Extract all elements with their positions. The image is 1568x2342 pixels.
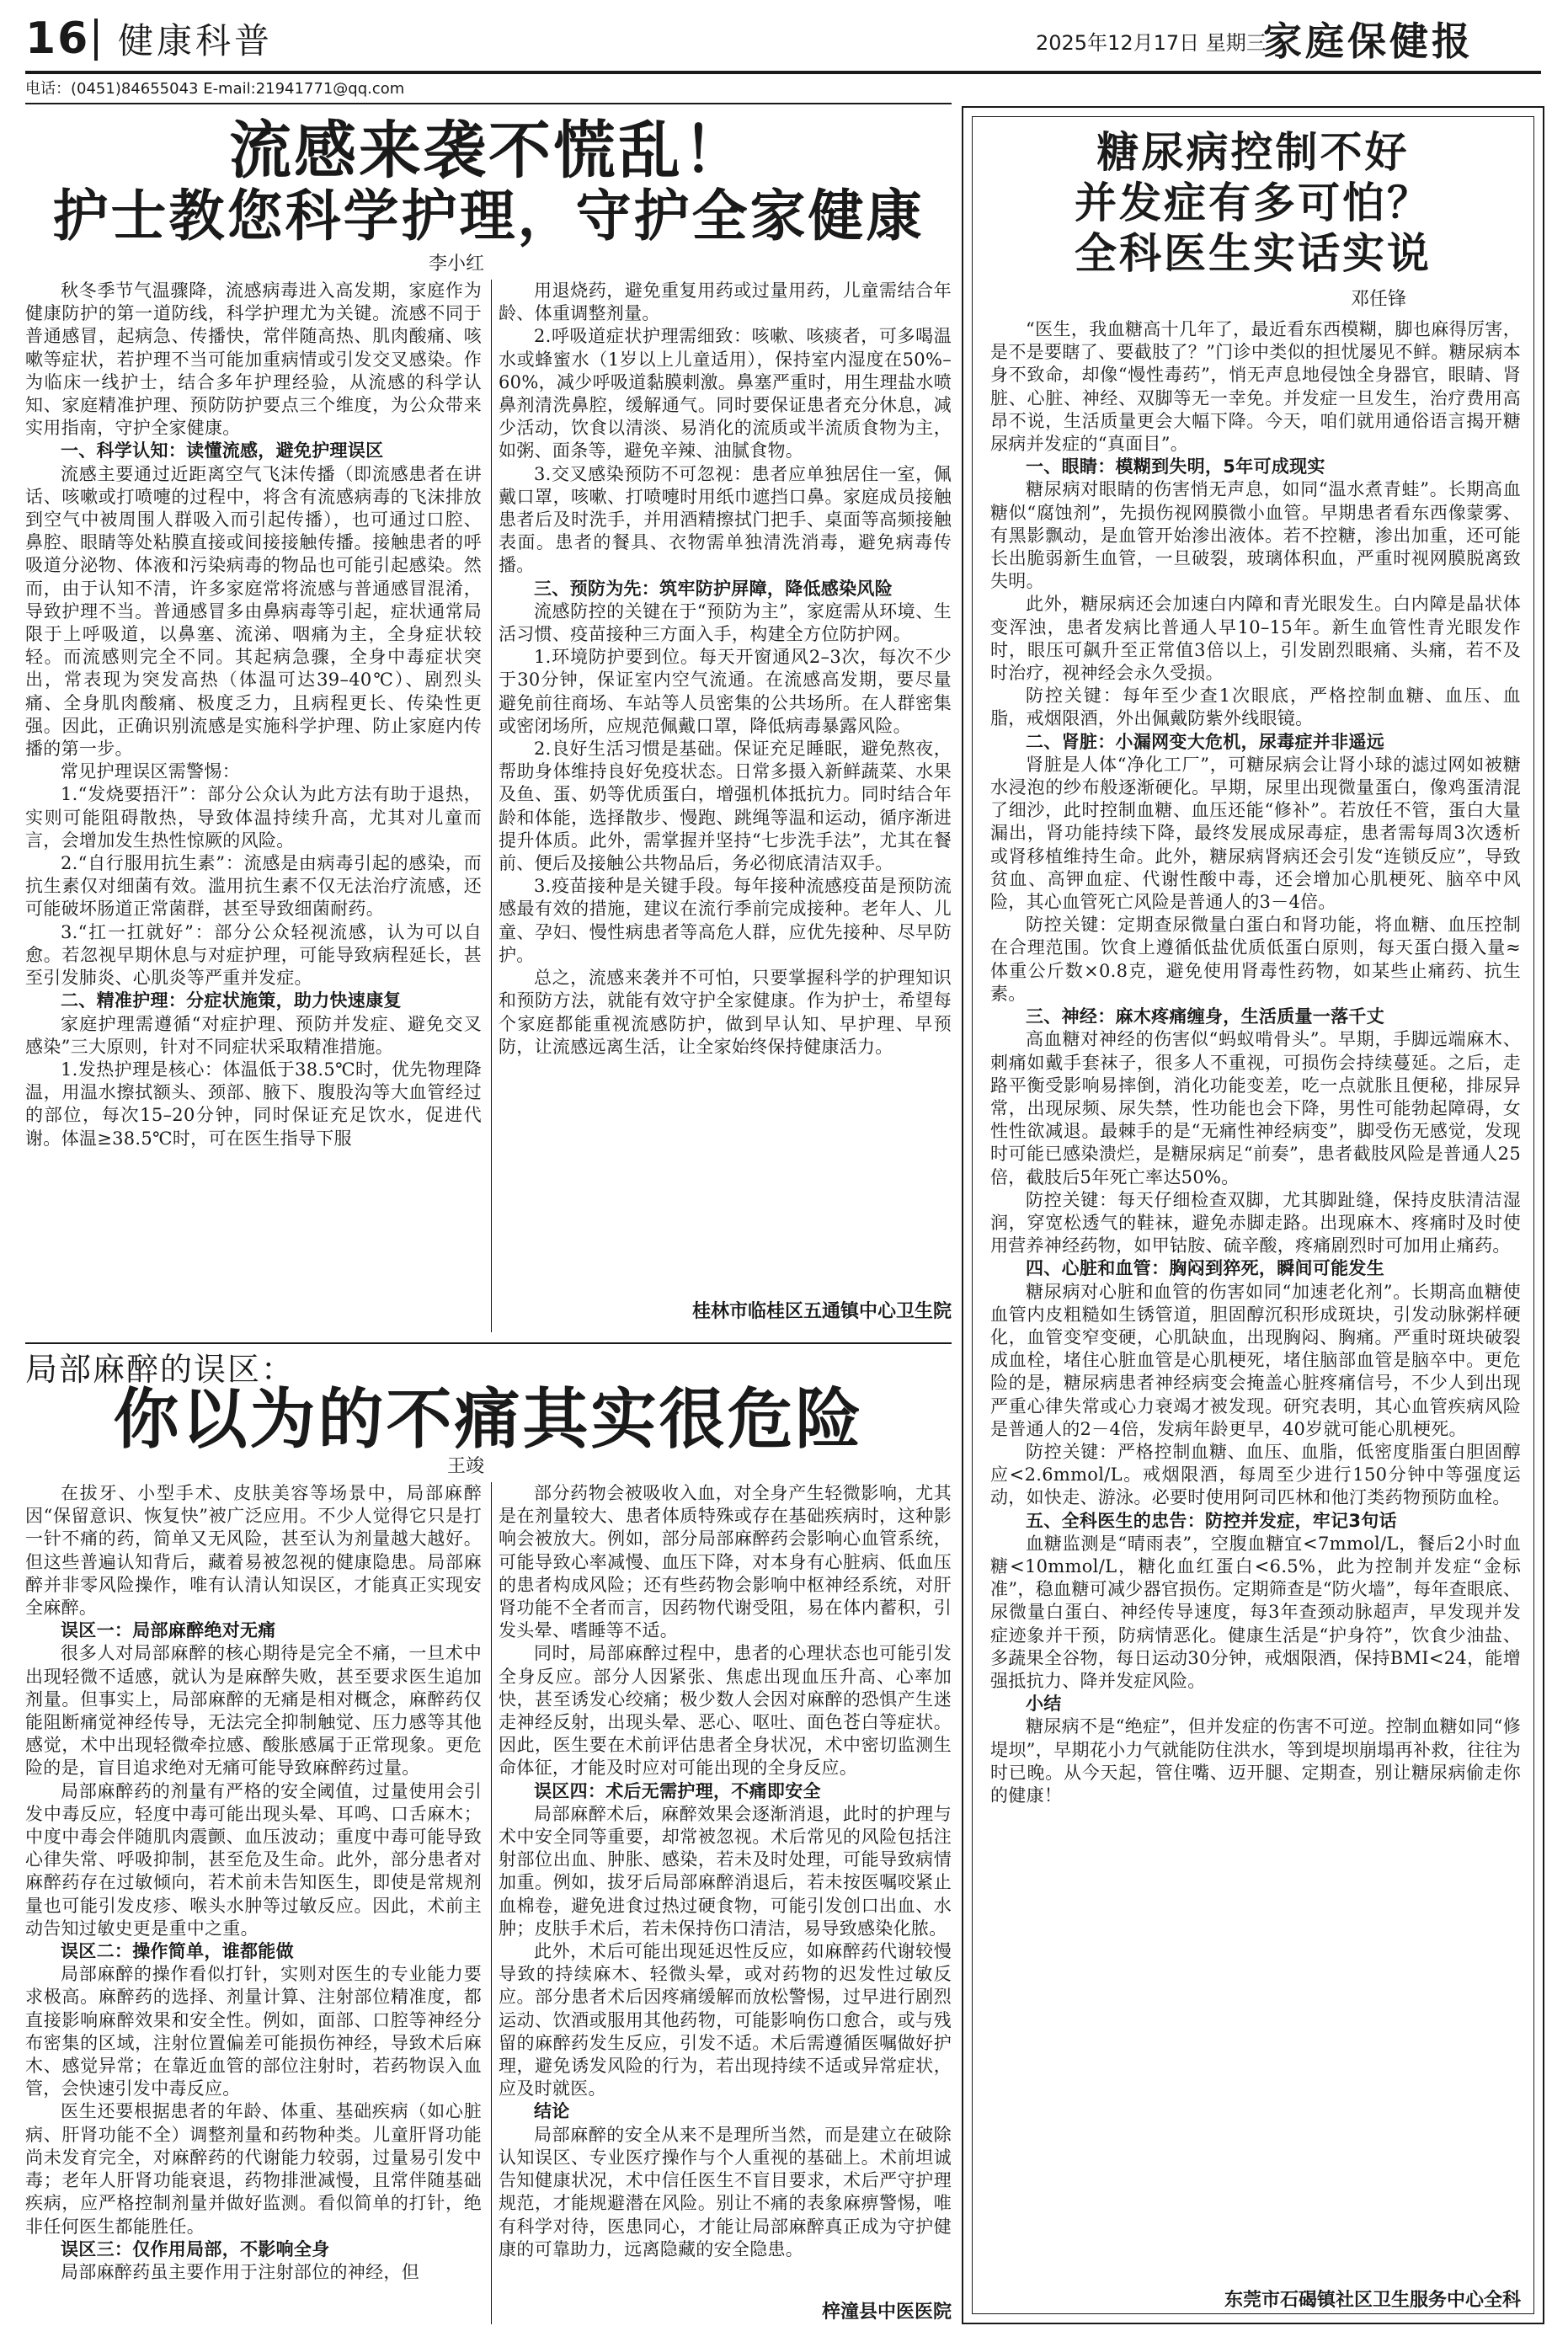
subheading: 三、预防为先：筑牢防护屏障，降低感染风险 — [534, 578, 893, 599]
article-separator — [25, 1342, 952, 1344]
paragraph: 2.“自行服用抗生素”：流感是由病毒引起的感染，而抗生素仅对细菌有效。滥用抗生素不仅无法治疗流感，还可能破坏肠道正常菌群，甚至导致细菌耐药。 — [25, 853, 482, 920]
column-divider — [491, 1482, 492, 2324]
subheading: 二、精准护理：分症状施策，助力快速康复 — [61, 990, 402, 1011]
subheading: 误区三：仅作用局部，不影响全身 — [61, 2238, 330, 2259]
page-number: 16 — [25, 13, 90, 64]
subheading: 误区四：术后无需护理，不痛即安全 — [534, 1780, 821, 1801]
article3-column — [990, 318, 1521, 2259]
paragraph: 此外，糖尿病还会加速白内障和青光眼发生。白内障是晶状体变浑浊，患者发病比普通人早10–15年。新生血管性青光眼发作时，眼压可飙升至正常值3倍以上，引发剧烈眼痛、头痛，若不及时治疗，视神经会永久受损。 — [990, 594, 1521, 684]
paragraph: 流感防控的关键在于“预防为主”，家庭需从环境、生活习惯、疫苗接种三方面入手，构建全方位防护网。 — [499, 600, 952, 645]
article3-title-line1: 糖尿病控制不好 — [1096, 127, 1410, 177]
article3-author: 邓任锋 — [1350, 289, 1406, 310]
subheading: 小结 — [1026, 1694, 1062, 1715]
paragraph: 常见护理误区需警惕： — [61, 761, 240, 782]
paragraph: 高血糖对神经的伤害似“蚂蚁啃骨头”。早期，手脚远端麻木、刺痛如戴手套袜子，很多人不重视，可损伤会持续蔓延。之后，走路平衡受影响易摔倒，消化功能变差，吃一点就胀且便秘，排尿异常，出现尿频、尿失禁，性功能也会下降，男性可能勃起障碍，女性性欲减退。最棘手的是“无痛性神经病变”，脚受伤无感觉，发现时可能已感染溃烂，是糖尿病足“前奏”，患者截肢风险是普通人25倍，截肢后5年死亡率达50%。 — [990, 1029, 1521, 1187]
contact-rule — [25, 103, 952, 104]
paragraph: 1.发热护理是核心：体温低于38.5℃时，优先物理降温，用温水擦拭额头、颈部、腋下、腹股沟等大血管经过的部位，每次15–20分钟，同时保证充足饮水，促进代谢。体温≥38.5℃时，可在医生指导下服 — [25, 1059, 482, 1149]
paragraph: 糖尿病不是“绝症”，但并发症的伤害不可逆。控制血糖如同“修堤坝”，早期花小力气就能防住洪水，等到堤坝崩塌再补救，往往为时已晚。从今天起，管住嘴、迈开腿、定期查，别让糖尿病偷走你的健康！ — [990, 1716, 1521, 1806]
article2-col1-body — [25, 1482, 482, 2284]
section-title: 健康科普 — [118, 20, 274, 61]
paragraph: 3.“扛一扛就好”：部分公众轻视流感，认为可以自愈。若忽视早期休息与对症护理，可能导致病程延长，甚至引发肺炎、心肌炎等严重并发症。 — [25, 921, 482, 989]
paragraph: 局部麻醉药的剂量有严格的安全阈值，过量使用会引发中毒反应，轻度中毒可能出现头晕、耳鸣、口舌麻木；中度中毒会伴随肌肉震颤、血压波动；重度中毒可能导致心律失常、呼吸抑制，甚至危及生命。此外，部分患者对麻醉药存在过敏倾向，若术前未告知医生，即使是常规剂量也可能引发皮疹、喉头水肿等过敏反应。因此，术前主动告知过敏史更是重中之重。 — [25, 1780, 482, 1939]
paragraph: 秋冬季节气温骤降，流感病毒进入高发期，家庭作为健康防护的第一道防线，科学护理尤为关键。流感不同于普通感冒，起病急、传播快，常伴随高热、肌肉酸痛、咳嗽等症状，若护理不当可能加重病情或引发交叉感染。作为临床一线护士，结合多年护理经验，从流感的科学认知、家庭精准护理、预防防护要点三个维度，为公众带来实用指南，守护全家健康。 — [25, 280, 482, 439]
article3-title-line2: 并发症有多可怕？ — [1075, 178, 1432, 227]
paragraph: 2.良好生活习惯是基础。保证充足睡眠，避免熬夜，帮助身体维持良好免疫状态。日常多摄入新鲜蔬菜、水果及鱼、蛋、奶等优质蛋白，增强机体抵抗力。同时结合年龄和体能，选择散步、慢跑、跳绳等温和运动，循序渐进提升体质。此外，需掌握并坚持“七步洗手法”，尤其在餐前、便后及接触公共物品后，务必彻底清洁双手。 — [499, 739, 952, 874]
paragraph: 防控关键：定期查尿微量白蛋白和肾功能，将血糖、血压控制在合理范围。饮食上遵循低盐优质低蛋白原则，每天蛋白摄入量≈体重公斤数×0.8克，避免使用肾毒性药物，如某些止痛药、抗生素。 — [990, 915, 1521, 1004]
paragraph: 肾脏是人体“净化工厂”，可糖尿病会让肾小球的滤过网如被糖水浸泡的纱布般逐渐硬化。早期，尿里出现微量蛋白，像鸡蛋清混了细沙，此时控制血糖、血压还能“修补”。若放任不管，蛋白大量漏出，肾功能持续下降，最终发展成尿毒症，患者需每周3次透析或肾移植维持生命。此外，糖尿病肾病还会引发“连锁反应”，导致贫血、高钾血症、代谢性酸中毒，还会增加心肌梗死、脑卒中风险，其心血管死亡风险是普通人的3－4倍。 — [990, 754, 1521, 913]
paragraph: 此外，术后可能出现延迟性反应，如麻醉药代谢较慢导致的持续麻木、轻微头晕，或对药物的迟发性过敏反应。部分患者术后因疼痛缓解而放松警惕，过早进行剧烈运动、饮酒或服用其他药物，可能影响伤口愈合，或与残留的麻醉药发生反应，引发不适。术后需遵循医嘱做好护理，避免诱发风险的行为，若出现持续不适或异常症状，应及时就医。 — [499, 1941, 952, 2099]
paragraph: 用退烧药，避免重复用药或过量用药，儿童需结合年龄、体重调整剂量。 — [499, 280, 952, 324]
paragraph: 局部麻醉的安全从来不是理所当然，而是建立在破除认知误区、专业医疗操作与个人重视的基础上。术前坦诚告知健康状况，术中信任医生不盲目要求，术后严守护理规范，才能规避潜在风险。别让不痛的表象麻痹警惕，唯有科学对待，医患同心，才能让局部麻醉真正成为守护健康的可靠助力，远离隐藏的安全隐患。 — [499, 2124, 952, 2259]
paragraph: 糖尿病对心脏和血管的伤害如同“加速老化剂”。长期高血糖使血管内皮粗糙如生锈管道，胆固醇沉积形成斑块，引发动脉粥样硬化，血管变窄变硬，心肌缺血，出现胸闷、胸痛。严重时斑块破裂成血栓，堵住心脏血管是心肌梗死，堵住脑部血管是脑卒中。更危险的是，糖尿病患者神经病变会掩盖心脏疼痛信号，不少人到出现严重心律失常或心力衰竭才被发现。研究表明，其心血管疾病风险是普通人的2－4倍，发病年龄更早，40岁就可能心肌梗死。 — [990, 1281, 1521, 1439]
subheading: 一、眼睛：模糊到失明，5年可成现实 — [1026, 456, 1325, 477]
article2-column-1 — [25, 1482, 482, 2324]
article1-col2-body — [499, 280, 952, 1059]
paragraph: 血糖监测是“晴雨表”，空腹血糖宜<7mmol/L，餐后2小时血糖<10mmol/L，糖化血红蛋白<6.5%，此为控制并发症“金标准”，稳血糖可减少器官损伤。定期筛查是“防火墙”，每年查眼底、尿微量白蛋白、神经传导速度，每3年查颈动脉超声，早发现并发症迹象并干预，防病情恶化。健康生活是“护身符”，饮食少油盐、多蔬果全谷物，每日运动30分钟，戒烟限酒，保持BMI<24，能增强抵抗力、降并发症风险。 — [990, 1533, 1521, 1691]
paragraph: 防控关键：每年至少查1次眼底，严格控制血糖、血压、血脂，戒烟限酒，外出佩戴防紫外线眼镜。 — [990, 686, 1521, 729]
article1-col1-body — [25, 280, 482, 1150]
article3-title-line3: 全科医生实话实说 — [1075, 228, 1432, 278]
paragraph: 部分药物会被吸收入血，对全身产生轻微影响，尤其是在剂量较大、患者体质特殊或存在基础疾病时，这种影响会被放大。例如，部分局部麻醉药会影响心血管系统，可能导致心率减慢、血压下降，对本身有心脏病、低血压的患者构成风险；还有些药物会影响中枢神经系统，对肝肾功能不全者而言，因药物代谢受阻，易在体内蓄积，引发头晕、嗜睡等不适。 — [499, 1483, 952, 1641]
paragraph: 局部麻醉药虽主要作用于注射部位的神经，但 — [61, 2261, 419, 2282]
paragraph: 家庭护理需遵循“对症护理、预防并发症、避免交叉感染”三大原则，针对不同症状采取精准措施。 — [25, 1013, 482, 1057]
paragraph: 防控关键：严格控制血糖、血压、血脂，低密度脂蛋白胆固醇应<2.6mmol/L。戒烟限酒，每周至少进行150分钟中等强度运动，如快走、游泳。必要时使用阿司匹林和他汀类药物预防血栓。 — [990, 1441, 1521, 1508]
paragraph: 糖尿病对眼睛的伤害悄无声息，如同“温水煮青蛙”。长期高血糖似“腐蚀剂”，先损伤视网膜微小血管。早期患者看东西像蒙雾、有黑影飘动，是血管开始渗出液体。若不控糖，渗出加重，还可能长出脆弱新生血管，一旦破裂，玻璃体积血，严重时视网膜脱离致失明。 — [990, 479, 1521, 592]
paragraph: 医生还要根据患者的年龄、体重、基础疾病（如心脏病、肝肾功能不全）调整剂量和药物种类。儿童肝肾功能尚未发育完全，对麻醉药的代谢能力较弱，过量易引发中毒；老年人肝肾功能衰退，药物排泄减慢，且常伴随基础疾病，应严格控制剂量并做好监测。看似简单的打针，绝非任何医生都能胜任。 — [25, 2101, 482, 2237]
article1-title-line2: 护士教您科学护理，守护全家健康 — [52, 183, 925, 248]
article1-author: 李小红 — [428, 253, 484, 275]
paragraph: 1.“发烧要捂汗”：部分公众认为此方法有助于退热，实则可能阻碍散热，导致体温持续升高，尤其对儿童而言，会增加发生热性惊厥的风险。 — [25, 784, 482, 851]
subheading: 误区一：局部麻醉绝对无痛 — [61, 1620, 276, 1641]
paragraph: 流感主要通过近距离空气飞沫传播（即流感患者在讲话、咳嗽或打喷嚏的过程中，将含有流感病毒的飞沫排放到空气中被周围人群吸入而引起传播），也可通过口腔、鼻腔、眼睛等处粘膜直接或间接接触传播。接触患者的呼吸道分泌物、体液和污染病毒的物品也可能引起感染。然而，由于认知不清，许多家庭常将流感与普通感冒混淆，导致护理不当。普通感冒多由鼻病毒等引起，症状通常局限于上呼吸道，以鼻塞、流涕、咽痛为主，全身症状较轻。而流感则完全不同。其起病急骤，全身中毒症状突出，常表现为突发高热（体温可达39–40℃）、剧烈头痛、全身肌肉酸痛、极度乏力，且病程更长、传染性更强。因此，正确识别流感是实施科学护理、防止家庭内传播的第一步。 — [25, 463, 482, 760]
subheading: 三、神经：麻木疼痛缠身，生活质量一落千丈 — [1026, 1006, 1384, 1027]
issue-date: 2025年12月17日 星期三 — [1036, 31, 1267, 55]
subheading: 一、科学认知：读懂流感，避免护理误区 — [61, 440, 384, 461]
paragraph: 3.疫苗接种是关键手段。每年接种流感疫苗是预防流感最有效的措施，建议在流行季前完成接种。老年人、儿童、孕妇、慢性病患者等高危人群，应优先接种、尽早防护。 — [499, 876, 952, 965]
paragraph: 2.呼吸道症状护理需细致：咳嗽、咳痰者，可多喝温水或蜂蜜水（1岁以上儿童适用），保持室内湿度在50%–60%，减少呼吸道黏膜刺激。鼻塞严重时，用生理盐水喷鼻剂清洗鼻腔，缓解通气。同时要保证患者充分休息，减少活动，饮食以清淡、易消化的流质或半流质食物为主，如粥、面条等，避免辛辣、油腻食物。 — [499, 326, 952, 461]
article2-col2-body — [499, 1482, 952, 2261]
column-divider — [491, 280, 492, 1332]
subheading: 五、全科医生的忠告：防控并发症，牢记3句话 — [1026, 1510, 1397, 1531]
paragraph: 在拔牙、小型手术、皮肤美容等场景中，局部麻醉因“保留意识、恢复快”被广泛应用。不少人觉得它只是打一针不痛的药，简单又无风险，甚至认为剂量越大越好。但这些普遍认知背后，藏着易被忽视的健康隐患。局部麻醉并非零风险操作，唯有认清认知误区，才能真正实现安全麻醉。 — [25, 1483, 482, 1619]
subheading: 二、肾脏：小漏网变大危机，尿毒症并非遥远 — [1026, 731, 1384, 752]
article2-title: 你以为的不痛其实很危险 — [113, 1381, 864, 1458]
article3-body — [990, 318, 1521, 1807]
article1-title-line1: 流感来袭不慌乱！ — [229, 115, 748, 187]
paragraph: 1.环境防护要到位。每天开窗通风2–3次，每次不少于30分钟，保证室内空气流通。在流感高发期，要尽量避免前往商场、车站等人员密集的公共场所。在人群密集或密闭场所，应规范佩戴口罩，降低病毒暴露风险。 — [499, 647, 952, 736]
article2-author: 王竣 — [446, 1456, 484, 1477]
article2-kicker: 局部麻醉的误区： — [25, 1351, 296, 1388]
paragraph: 同时，局部麻醉过程中，患者的心理状态也可能引发全身反应。部分人因紧张、焦虑出现血压升高、心率加快，甚至诱发心绞痛；极少数人会因对麻醉的恐惧产生迷走神经反射，出现头晕、恶心、呕吐、面色苍白等症状。因此，医生要在术前评估患者全身状况，术中密切监测生命体征，才能及时应对可能出现的全身反应。 — [499, 1643, 952, 1779]
paragraph: “医生，我血糖高十几年了，最近看东西模糊，脚也麻得厉害，是不是要瞎了、要截肢了？”门诊中类似的担忧屡见不鲜。糖尿病本身不致命，却像“慢性毒药”，悄无声息地侵蚀全身器官，眼睛、肾脏、心脏、神经、双脚等无一幸免。并发症一旦发生，治疗费用高昂不说，生活质量更会大幅下降。今天，咱们就用通俗语言揭开糖尿病并发症的“真面目”。 — [990, 319, 1521, 455]
paragraph: 局部麻醉术后，麻醉效果会逐渐消退，此时的护理与术中安全同等重要，却常被忽视。术后常见的风险包括注射部位出血、肿胀、感染，若未及时处理，可能导致病情加重。例如，拔牙后局部麻醉消退后，若未按医嘱咬紧止血棉卷，避免进食过热过硬食物，可能引发创口出血、水肿；皮肤手术后，若未保持伤口清洁，易导致感染化脓。 — [499, 1803, 952, 1939]
subheading: 结论 — [534, 2101, 570, 2122]
article2-column-2 — [499, 1482, 952, 2295]
subheading: 四、心脏和血管：胸闷到猝死，瞬间可能发生 — [1026, 1258, 1384, 1279]
article2-credit: 梓潼县中医医院 — [821, 2302, 952, 2323]
paragraph: 很多人对局部麻醉的核心期待是完全不痛，一旦术中出现轻微不适感，就认为是麻醉失败，甚至要求医生追加剂量。但事实上，局部麻醉的无痛是相对概念，麻醉药仅能阻断痛觉神经传导，无法完全抑制触觉、压力感等其他感觉，术中出现轻微牵拉感、酸胀感属于正常现象。更危险的是，盲目追求绝对无痛可能导致麻醉药过量。 — [25, 1643, 482, 1779]
header-rule — [25, 71, 1541, 74]
subheading: 误区二：操作简单，谁都能做 — [61, 1941, 294, 1962]
article1-credit: 桂林市临桂区五通镇中心卫生院 — [691, 1301, 952, 1322]
article1-column-1 — [25, 280, 482, 1324]
paragraph: 防控关键：每天仔细检查双脚，尤其脚趾缝，保持皮肤清洁湿润，穿宽松透气的鞋袜，避免赤脚走路。出现麻木、疼痛时及时使用营养神经药物，如甲钴胺、硫辛酸，疼痛剧烈时可加用止痛药。 — [990, 1189, 1521, 1256]
contact-line: 电话：(0451)84655043 E-mail:21941771@qq.com — [25, 80, 405, 98]
paragraph: 局部麻醉的操作看似打针，实则对医生的专业能力要求极高。麻醉药的选择、剂量计算、注射部位精准度，都直接影响麻醉效果和安全性。例如，面部、口腔等神经分布密集的区域，注射位置偏差可能损伤神经，导致术后麻木、感觉异常；在靠近血管的部位注射时，若药物误入血管，会快速引发中毒反应。 — [25, 1964, 482, 2099]
article1-column-2 — [499, 280, 952, 1290]
paragraph: 3.交叉感染预防不可忽视：患者应单独居住一室，佩戴口罩，咳嗽、打喷嚏时用纸巾遮挡口鼻。家庭成员接触患者后及时洗手，并用酒精擦拭门把手、桌面等高频接触表面。患者的餐具、衣物需单独清洗消毒，避免病毒传播。 — [499, 463, 952, 576]
paper-name: 家庭保健报 — [1263, 19, 1474, 64]
header-divider — [94, 19, 98, 61]
article3-credit: 东莞市石碣镇社区卫生服务中心全科 — [1224, 2290, 1521, 2311]
paragraph: 总之，流感来袭并不可怕，只要掌握科学的护理知识和预防方法，就能有效守护全家健康。作为护士，希望每个家庭都能重视流感防护，做到早认知、早护理、早预防，让流感远离生活，让全家始终保持健康活力。 — [499, 968, 952, 1057]
